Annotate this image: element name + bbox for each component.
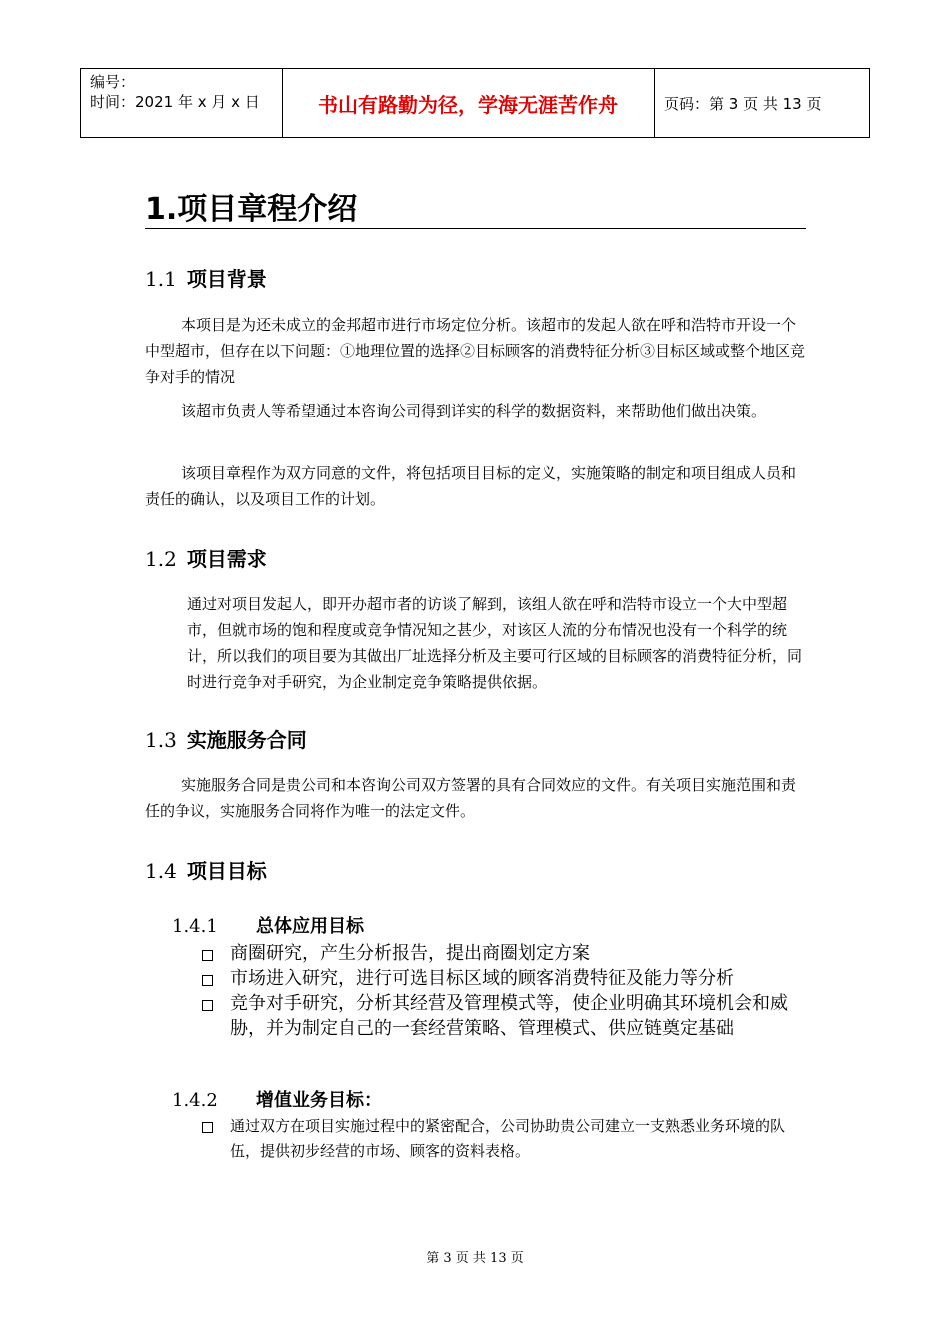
list-item-text: 通过双方在项目实施过程中的紧密配合，公司协助贵公司建立一支熟悉业务环境的队伍，提供初步经营的市场、顾客的资料表格。 bbox=[230, 1117, 786, 1160]
page-footer: 第 3 页 共 13 页 bbox=[426, 1251, 524, 1266]
number-label: 编号： bbox=[90, 73, 136, 91]
header-motto: 书山有路勤为径，学海无涯苦作舟 bbox=[318, 92, 618, 117]
subsection-number: 1.4.1 bbox=[172, 916, 218, 937]
overall-goals-list bbox=[200, 941, 810, 1041]
section-number: 1.3 bbox=[145, 728, 177, 752]
subsection-title: 总体应用目标 bbox=[256, 916, 364, 937]
list-item bbox=[200, 991, 810, 1041]
list-item bbox=[200, 966, 810, 991]
section-1-2-heading bbox=[145, 543, 267, 572]
section-1-1-paragraph-2: 该超市负责人等希望通过本咨询公司得到详实的科学的数据资料，来帮助他们做出决策。 bbox=[181, 402, 767, 420]
checkbox-bullet-icon bbox=[202, 950, 213, 961]
time-label: 时间：2021 年 x 月 x 日 bbox=[90, 93, 260, 111]
header-border-right bbox=[869, 69, 870, 137]
list-item-text: 竞争对手研究，分析其经营及管理模式等，使企业明确其环境机会和威胁，并为制定自己的一套经营策略、管理模式、供应链奠定基础 bbox=[230, 993, 788, 1039]
list-item-text: 市场进入研究，进行可选目标区域的顾客消费特征及能力等分析 bbox=[230, 968, 734, 989]
checkbox-bullet-icon bbox=[202, 975, 213, 986]
checkbox-bullet-icon bbox=[202, 1122, 213, 1133]
list-item bbox=[200, 1114, 810, 1164]
section-title: 项目背景 bbox=[186, 267, 267, 291]
section-1-3-paragraph: 实施服务合同是贵公司和本咨询公司双方签署的具有合同效应的文件。有关项目实施范围和责任的争议，实施服务合同将作为唯一的法定文件。 bbox=[145, 776, 797, 820]
header-meta bbox=[90, 72, 260, 112]
page-header-table bbox=[80, 68, 870, 138]
value-added-goals-list bbox=[200, 1114, 810, 1164]
section-1-1-paragraph-1: 本项目是为还未成立的金邦超市进行市场定位分析。该超市的发起人欲在呼和浩特市开设一个中型超市，但存在以下问题：①地理位置的选择②目标顾客的消费特征分析③目标区域或整个地区竞争对手的情况 bbox=[145, 316, 806, 386]
subsection-1-4-2-heading bbox=[172, 1086, 382, 1112]
section-title: 实施服务合同 bbox=[186, 728, 307, 752]
subsection-title: 增值业务目标： bbox=[256, 1090, 382, 1111]
chapter-title-rule bbox=[145, 228, 806, 229]
section-1-2-paragraph: 通过对项目发起人，即开办超市者的访谈了解到，该组人欲在呼和浩特市设立一个大中型超市，但就市场的饱和程度或竞争情况知之甚少，对该区人流的分布情况也没有一个科学的统计，所以我们的项目要为其做出厂址选择分析及主要可行区域的目标顾客的消费特征分析，同时进行竞争对手研究，为企业制定竞争策略提供依据。 bbox=[187, 595, 803, 691]
section-number: 1.1 bbox=[145, 267, 177, 291]
list-item-text: 商圈研究，产生分析报告，提出商圈划定方案 bbox=[230, 943, 590, 964]
header-page-info: 页码：第 3 页 共 13 页 bbox=[664, 95, 822, 113]
list-item bbox=[200, 941, 810, 966]
header-border-left bbox=[80, 69, 81, 137]
checkbox-bullet-icon bbox=[202, 1000, 213, 1011]
section-title: 项目需求 bbox=[186, 547, 267, 571]
header-divider-2 bbox=[654, 69, 655, 137]
subsection-1-4-1-heading bbox=[172, 912, 364, 938]
section-title: 项目目标 bbox=[186, 859, 267, 883]
chapter-title: 1.项目章程介绍 bbox=[145, 192, 358, 227]
section-1-3-heading bbox=[145, 724, 307, 753]
section-1-1-paragraph-3: 该项目章程作为双方同意的文件，将包括项目目标的定义，实施策略的制定和项目组成人员和责任的确认，以及项目工作的计划。 bbox=[145, 464, 797, 508]
section-number: 1.2 bbox=[145, 547, 177, 571]
subsection-number: 1.4.2 bbox=[172, 1090, 218, 1111]
section-1-4-heading bbox=[145, 855, 267, 884]
section-1-1-heading bbox=[145, 263, 267, 292]
section-number: 1.4 bbox=[145, 859, 177, 883]
